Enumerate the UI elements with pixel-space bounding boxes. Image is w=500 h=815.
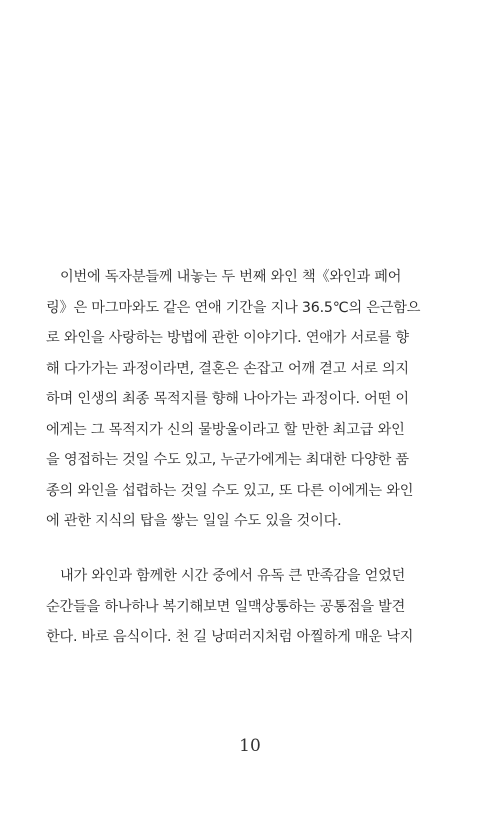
text-line: 에게는 그 목적지가 신의 물방울이라고 할 만한 최고급 와인 — [46, 421, 405, 438]
text-line: 을 영접하는 것일 수도 있고, 누군가에게는 최대한 다양한 품 — [46, 452, 409, 468]
page-number: 10 — [239, 736, 261, 756]
text-line: 한다. 바로 음식이다. 천 길 낭떠러지처럼 아찔하게 매운 낙지 — [46, 629, 414, 645]
text-line: 내가 와인과 함께한 시간 중에서 유독 큰 만족감을 얻었던 — [60, 568, 406, 584]
text-line: 종의 와인을 섭렵하는 것일 수도 있고, 또 다른 이에게는 와인 — [46, 482, 414, 499]
text-line: 이번에 독자분들께 내놓는 두 번째 와인 책《와인과 페어 — [60, 269, 402, 285]
text-line: 에 관한 지식의 탑을 쌓는 일일 수도 있을 것이다. — [46, 513, 342, 529]
text-line: 하며 인생의 최종 목적지를 향해 나아가는 과정이다. 어떤 이 — [46, 391, 409, 407]
text-line: 링》은 마그마와도 같은 연애 기간을 지나 36.5℃의 은근함으 — [46, 299, 421, 316]
text-line: 로 와인을 사랑하는 방법에 관한 이야기다. 연애가 서로를 향 — [46, 330, 409, 346]
text-line: 해 다가가는 과정이라면, 결혼은 손잡고 어깨 겯고 서로 의지 — [46, 360, 409, 377]
paragraph-2 — [46, 561, 456, 653]
paragraph-1 — [46, 262, 456, 537]
text-line: 순간들을 하나하나 복기해보면 일맥상통하는 공통점을 발견 — [46, 598, 406, 615]
